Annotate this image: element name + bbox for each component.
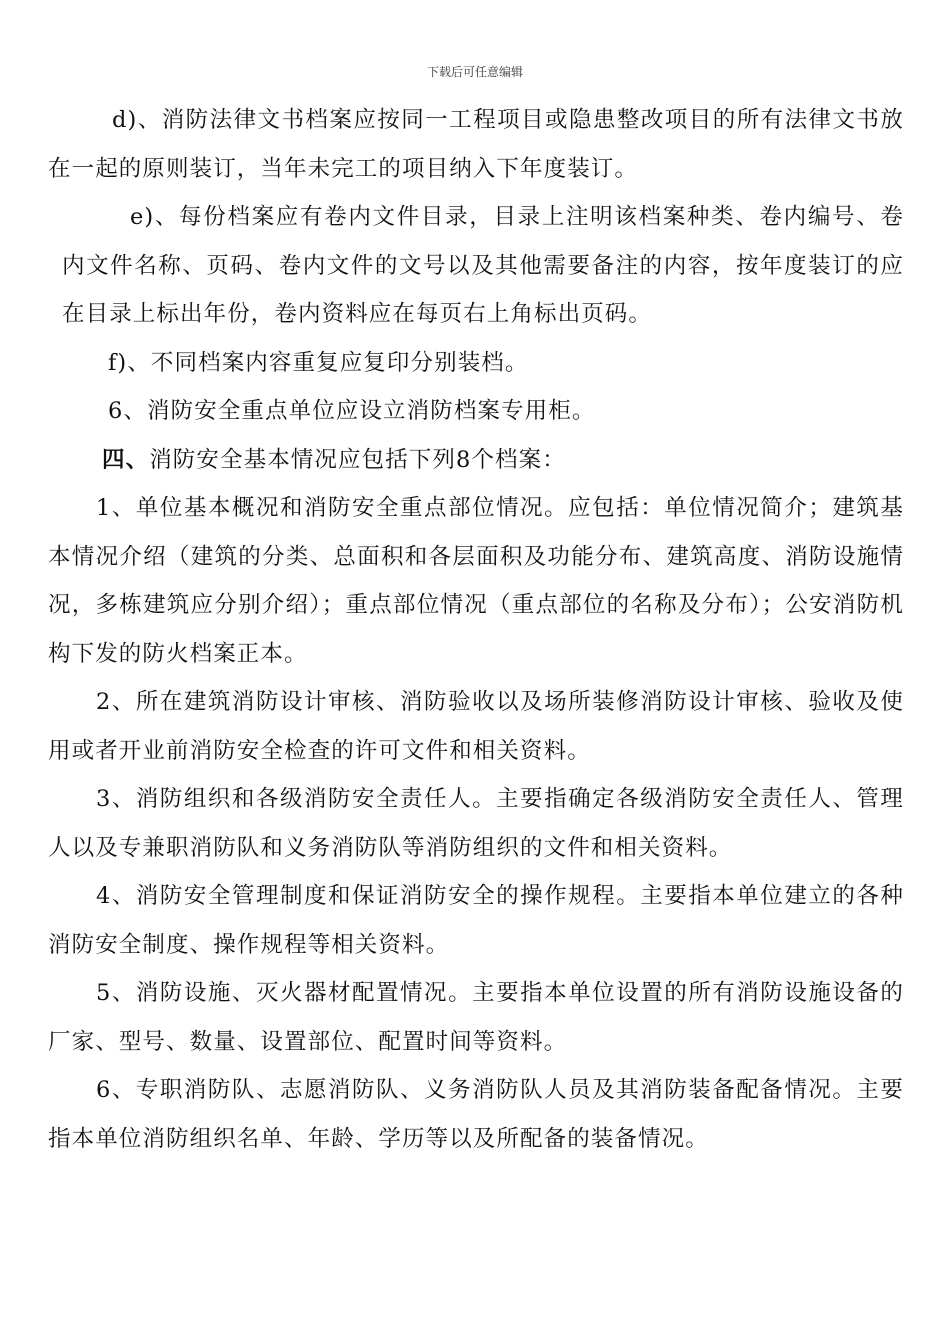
paragraph-e: e)、每份档案应有卷内文件目录，目录上注明该档案种类、卷内编号、卷内文件名称、页码、卷内文件的文号以及其他需要备注的内容，按年度装订的应在目录上标出年份，卷内资料应在每页右上角标出页码。 — [62, 204, 904, 327]
paragraph-6-cabinet: 6、消防安全重点单位应设立消防档案专用柜。 — [108, 398, 596, 424]
item-1: 1、单位基本概况和消防安全重点部位情况。应包括：单位情况简介；建筑基本情况介绍（建筑的分类、总面积和各层面积及功能分布、建筑高度、消防设施情况，多栋建筑应分别介绍）；重点部位情况（重点部位的名称及分布）；公安消防机构下发的防火档案正本。 — [48, 495, 904, 667]
item-4: 4、消防安全管理制度和保证消防安全的操作规程。主要指本单位建立的各种消防安全制度、操作规程等相关资料。 — [48, 883, 904, 958]
section-four-number: 四、 — [102, 446, 150, 473]
paragraph-f: f)、不同档案内容重复应复印分别装档。 — [108, 349, 529, 376]
page-header: 下载后可任意编辑 — [426, 65, 523, 79]
paragraph-d: d)、消防法律文书档案应按同一工程项目或隐患整改项目的所有法律文书放在一起的原则装订，当年未完工的项目纳入下年度装订。 — [48, 107, 904, 182]
item-5: 5、消防设施、灭火器材配置情况。主要指本单位设置的所有消防设施设备的厂家、型号、数量、设置部位、配置时间等资料。 — [48, 980, 904, 1055]
item-3: 3、消防组织和各级消防安全责任人。主要指确定各级消防安全责任人、管理人以及专兼职消防队和义务消防队等消防组织的文件和相关资料。 — [48, 786, 904, 861]
section-four-heading — [48, 436, 904, 485]
item-2: 2、所在建筑消防设计审核、消防验收以及场所装修消防设计审核、验收及使用或者开业前消防安全检查的许可文件和相关资料。 — [48, 689, 904, 764]
item-6: 6、专职消防队、志愿消防队、义务消防队人员及其消防装备配备情况。主要指本单位消防组织名单、年龄、学历等以及所配备的装备情况。 — [48, 1077, 904, 1152]
section-four-text: 消防安全基本情况应包括下列8个档案： — [149, 446, 566, 473]
document-body — [48, 96, 904, 1163]
